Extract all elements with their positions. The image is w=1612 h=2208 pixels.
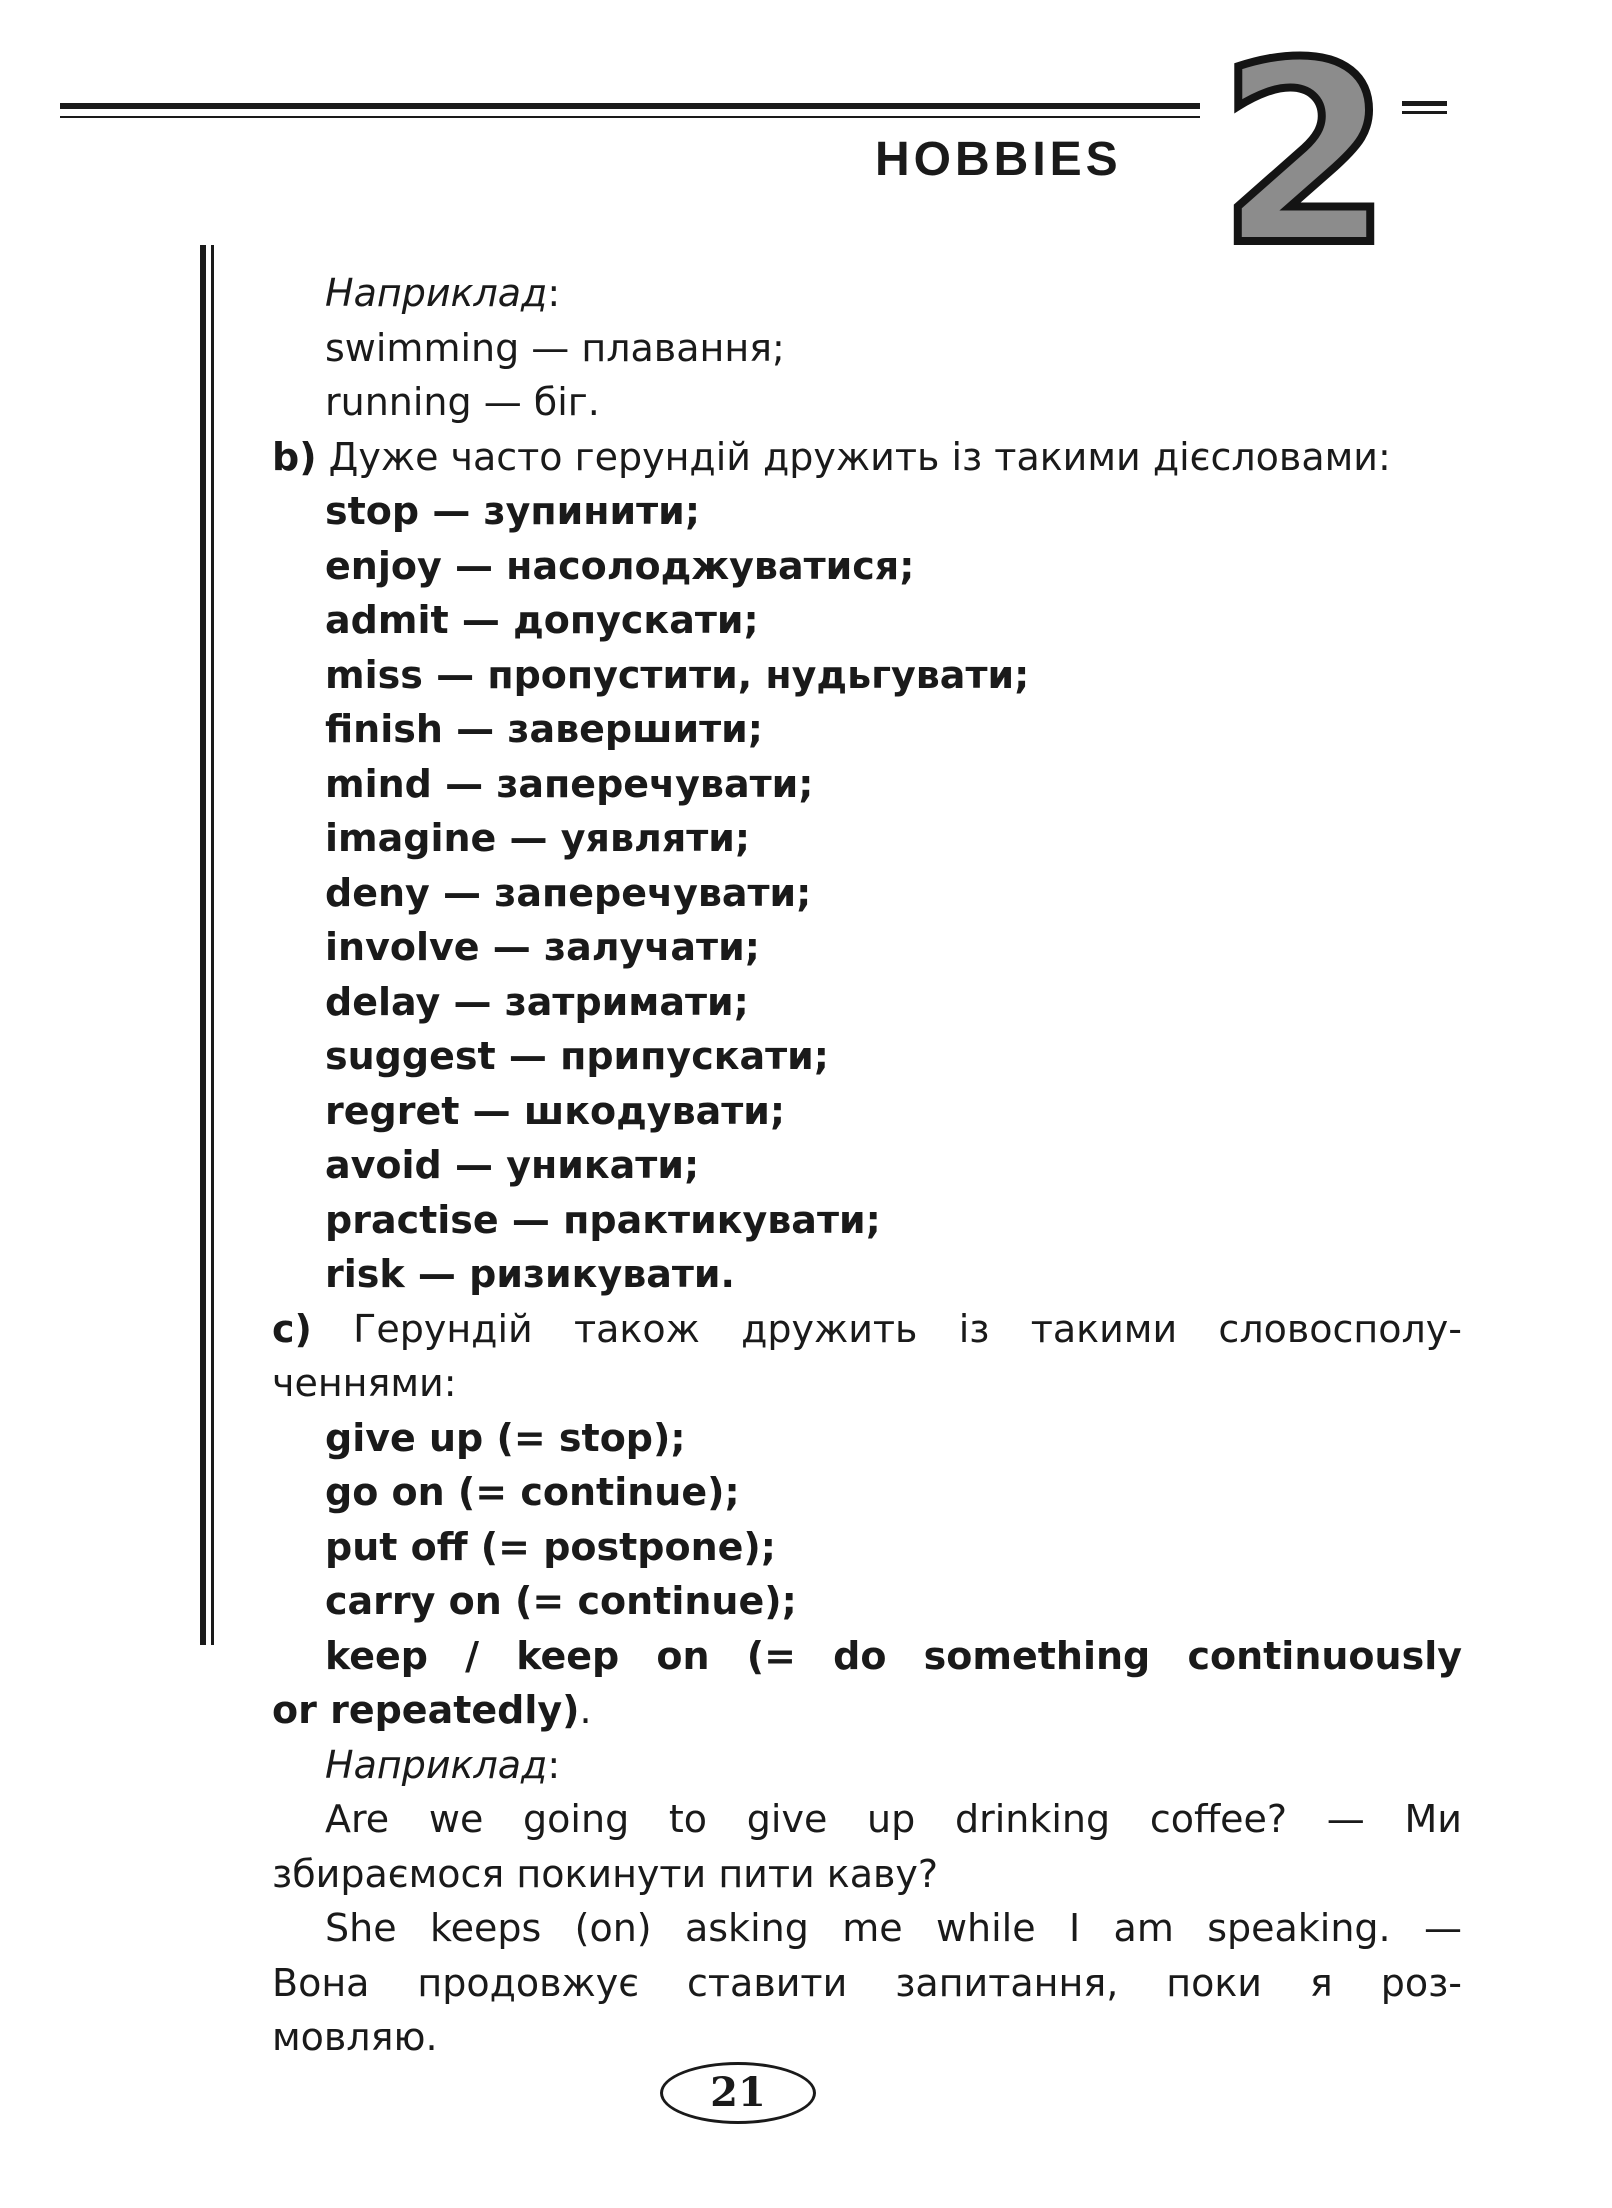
page-number: 21: [660, 2062, 816, 2124]
section-c-intro: c) Герундій також дружить із такими словосполу-: [272, 1306, 1462, 1351]
phrase-item-cont: or repeatedly).: [272, 1688, 592, 1732]
verb-item: mind — заперечувати;: [325, 761, 814, 806]
example-label-text: Наприклад: [325, 271, 548, 315]
verb-item: finish — завершити;: [325, 707, 763, 751]
example-sentence-cont: Вона продовжує ставити запитання, поки я роз-: [272, 1960, 1462, 2005]
verb-item: deny — заперечувати;: [325, 870, 812, 915]
phrase-item: keep / keep on (= do something continuously: [325, 1633, 1462, 1678]
verb-item: admit — допускати;: [325, 598, 759, 642]
example-sentence-cont: мовляю.: [272, 2015, 438, 2059]
phrase-item: carry on (= continue);: [325, 1579, 797, 1623]
chapter-number: 2: [1218, 9, 1392, 300]
header-rule-right-thick: [1402, 101, 1447, 106]
page-content: [272, 266, 1462, 2065]
phrase-item: give up (= stop);: [325, 1415, 686, 1460]
phrase-item: go on (= continue);: [325, 1470, 740, 1514]
section-c-intro-cont: ченнями:: [272, 1361, 457, 1405]
section-marker: c): [272, 1306, 312, 1351]
margin-bar-thick: [200, 245, 206, 1645]
verb-item: involve — залучати;: [325, 925, 760, 969]
header-rule-thin: [60, 116, 1200, 118]
verb-item: regret — шкодувати;: [325, 1088, 786, 1133]
example-label-text: Наприклад: [325, 1742, 548, 1787]
verb-list: [272, 484, 1462, 1302]
verb-item: avoid — уникати;: [325, 1143, 700, 1187]
verb-item: miss — пропустити, нудьгувати;: [325, 652, 1030, 697]
phrase-list: [272, 1411, 1462, 1738]
example-label: Наприклад:: [325, 1742, 561, 1787]
verb-item: imagine — уявляти;: [325, 816, 751, 860]
margin-bar-thin: [211, 245, 214, 1645]
section-b-intro: b) Дуже часто герундій дружить із такими дієсловами:: [272, 434, 1391, 479]
example-sentence: She keeps (on) asking me while I am speaking. —: [325, 1906, 1462, 1950]
section-marker: b): [272, 434, 317, 479]
verb-item: risk — ризикувати.: [325, 1252, 735, 1296]
example-sentence-cont: збираємося покинути пити каву?: [272, 1851, 939, 1896]
header-rule-thick: [60, 103, 1200, 109]
verb-item: suggest — припускати;: [325, 1034, 830, 1078]
chapter-title: HOBBIES: [875, 133, 1122, 186]
example-sentence: Are we going to give up drinking coffee? — Ми: [325, 1797, 1462, 1841]
example-line: running — біг.: [325, 380, 600, 424]
example-label: Наприклад:: [325, 271, 561, 315]
example-line: swimming — плавання;: [325, 325, 785, 370]
verb-item: enjoy — насолоджуватися;: [325, 543, 915, 588]
verb-item: stop — зупинити;: [325, 489, 701, 533]
phrase-item: put off (= postpone);: [325, 1524, 776, 1569]
verb-item: delay — затримати;: [325, 979, 749, 1024]
header-rule-right-thin: [1402, 111, 1447, 114]
verb-item: practise — практикувати;: [325, 1197, 881, 1242]
